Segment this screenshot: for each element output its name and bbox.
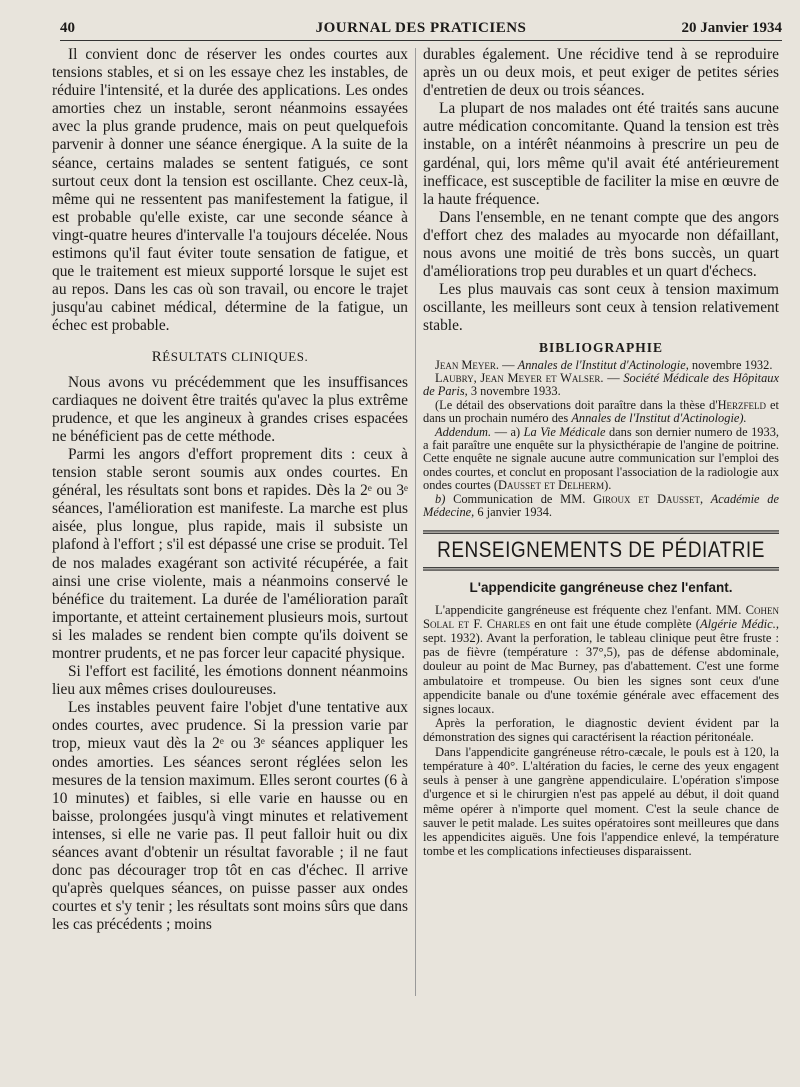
paragraph: Les instables peuvent faire l'objet d'une tentative aux ondes courtes, avec prudence. Si la pression varie par trop, mieux vaut dès la 2ᵉ ou 3ᵉ séances appliquer les ondes amorties. Les séances seront réglées selon les mesures de la tension maximum. Elles seront courtes (6 à 10 minutes) et faibles, si elle varie en hausse ou en baisse, prolongées jusqu'à vingt minutes et relativement intenses, si elle ne varie pas. Il peut falloir huit ou dix séances avant d'obtenir un résultat favorable ; il ne faut donc pas décourager trop tôt en cas d'échec. Il arrive qu'après quelques séances, on puisse passer aux ondes courtes et s'y tenir ; les résultats sont moins sûrs que dans les cas précédents ; moins <box>52 699 408 934</box>
right-column <box>423 46 779 858</box>
column-divider <box>415 48 416 996</box>
article-title: L'appendicite gangréneuse chez l'enfant. <box>469 579 733 595</box>
addendum: Addendum. — a) La Vie Médicale dans son dernier numero de 1933, a fait paraître une enquête sur la physicthérapie de l'angine de poitrine. Cette enquête ne signale aucune autre communication sur l'emploi des ondes courtes, et conclut en proposant l'association de la radiologie aux ondes courtes (Dausset et Delherm). <box>423 424 779 493</box>
article-body <box>423 603 779 859</box>
section-heading: RÉSULTATS CLINIQUES. <box>151 348 309 365</box>
issue-date: 20 Janvier 1934 <box>681 20 782 36</box>
paragraph: Si l'effort est facilité, les émotions donnent néanmoins lieu aux mêmes crises douloureuses. <box>52 663 408 699</box>
addendum: b) Communication de MM. Giroux et Dausset, Académie de Médecine, 6 janvier 1934. <box>423 491 780 520</box>
page-number: 40 <box>60 20 75 36</box>
section-banner: RENSEIGNEMENTS DE PÉDIATRIE <box>423 531 779 571</box>
bib-entry: Jean Meyer. — Annales de l'Institut d'Actinologie, novembre 1932. <box>435 357 773 372</box>
paragraph: Dans l'appendicite gangréneuse rétro-cæcale, le pouls est à 120, la température à 40°. L'altération du facies, le cerne des yeux engagent seuls à penser à une gangrène appendiculaire. L'opération s'impose d'urgence et si le chirurgien n'est pas appelé au début, il doit quand même opérer à n'importe quel moment. C'est la seule chance de sauver le petit malade. Les suites opératoires sont meilleures que dans les appendicites aiguës. Une fois l'appendice enlevé, la température tombe et les complications infectieuses disparaissent. <box>423 744 779 859</box>
paragraph: L'appendicite gangréneuse est fréquente chez l'enfant. MM. Cohen Solal et F. Charles en ont fait une étude complète (Algérie Médic., sept. 1932). Avant la perforation, le tableau clinique peut être fruste : pas de fièvre (température : 37°,5), pas de défense abdominale, douleur au point de Mac Burney, pas d'abattement. C'est une forme ambulatoire et trompeuse. Ou bien les signes sont ceux d'une appendicite banale ou d'une toxémie générale avec effacement des signes locaux. <box>423 602 780 717</box>
left-column <box>52 46 408 935</box>
paragraph: Après la perforation, le diagnostic devient évident par la démonstration des signes qui caractérisent la réaction péritonéale. <box>423 716 779 745</box>
paragraph: durables également. Une récidive tend à se reproduire après un ou deux mois, et peut exiger de petites séries d'entretien de deux ou trois séances. <box>423 46 779 100</box>
bibliography-title: BIBLIOGRAPHIE <box>538 339 664 355</box>
paragraph: Nous avons vu précédemment que les insuffisances cardiaques ne doivent être traités qu'avec la plus extrême prudence, et que les angineux à grandes crises espacées ne bénéficient pas de cette méthode. <box>52 373 408 445</box>
paragraph: La plupart de nos malades ont été traités sans aucune autre médication concomitante. Quand la tension est très instable, on a intérêt néanmoins à prescrire un peu de gardénal, qui, lors même qu'il avait été antérieurement inefficace, est susceptible de faciliter la mise en œuvre de la haute fréquence. <box>423 100 779 208</box>
paragraph: Dans l'ensemble, en ne tenant compte que des angors d'effort chez des malades au myocarde non défaillant, nous avons une moitié de très bons succès, un quart d'améliorations trop peu durables et un quart d'échecs. <box>423 208 779 281</box>
paragraph: Parmi les angors d'effort proprement dits : ceux à tension stable seront soumis aux ondes courtes. En général, les résultats sont bons et rapides. Dès la 2ᵉ ou 3ᵉ séances, l'amélioration est manifeste. La marche est plus aisée, plus longue, plus rapide, mais il subsiste un plafond à l'effort ; s'il est dépassé une crise se produit. Tel de nos malades exagérant son activité récupérée, a fait ainsi une crise violente, mais a néanmoins conservé le bénéfice du traitement. La durée de l'amélioration paraît importante, et atteint certainement plusieurs mois, surtout si les malades se rendent bien compte qu'ils doivent se montrer prudents, et ne pas forcer leur capacité physique. <box>52 445 408 662</box>
running-header <box>60 18 782 41</box>
paragraph: Il convient donc de réserver les ondes courtes aux tensions stables, et si on les essaye chez les instables, de réduire l'intensité, et la durée des applications. Les ondes amorties chez un instable, seront néanmoins essayées avec la plus grande prudence, mais on peut quelquefois parvenir à donner une séance énergique. A la suite de la séance, certains malades se sentent fatigués, ce sont surtout ceux dont la tension est oscillante. Chez ceux-là, même qui ne ressentent pas manifestement la fatigue, il est probable qu'elle existe, car une seconde séance à vingt-quatre heures d'intervalle l'a toujours décelée. Nous estimons qu'il faut éviter toute sensation de fatigue, et que le traitement est mieux supporté lorsque le sujet est au repos. Dans les cas où son travail, ou encore le trajet jusqu'au cabinet médical, détermine de la fatigue, un échec est probable. <box>52 46 408 335</box>
bibliography <box>423 359 779 520</box>
journal-title: JOURNAL DES PRATICIENS <box>315 20 527 36</box>
bib-entry: (Le détail des observations doit paraître dans la thèse d'Herzfeld et dans un prochain numéro des Annales de l'Institut d'Actinologie). <box>423 397 779 426</box>
bib-entry: Laubry, Jean Meyer et Walser. — Société Médicale des Hôpitaux de Paris, 3 novembre 1933. <box>423 371 780 399</box>
paragraph: Les plus mauvais cas sont ceux à tension maximum oscillante, les meilleurs sont ceux à tension relativement stable. <box>423 281 779 335</box>
